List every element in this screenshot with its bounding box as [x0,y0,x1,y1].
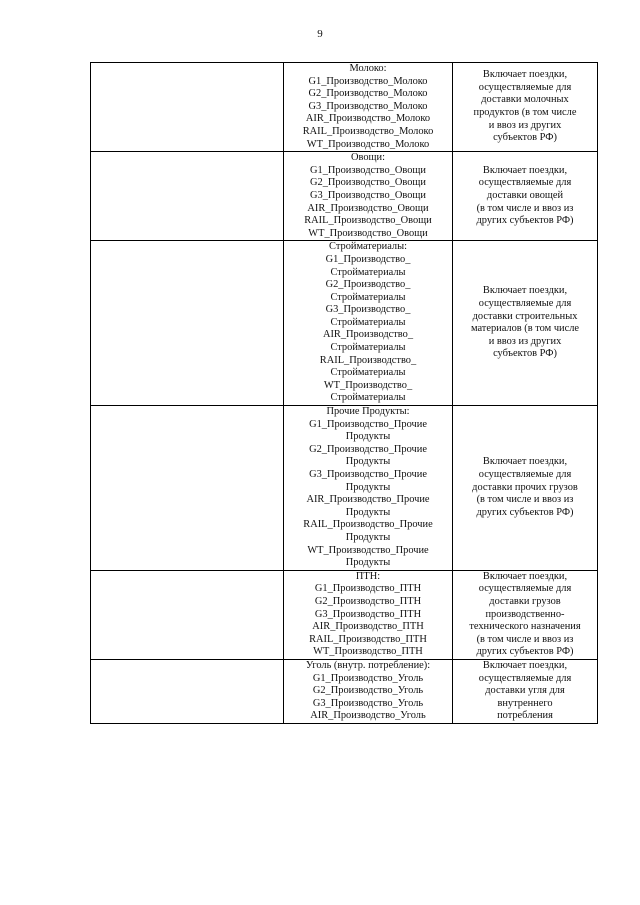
category-heading: Овощи: [351,152,385,164]
stream-name: WT_Производство_ПТН [313,646,423,658]
stream-name: AIR_Производство_ [322,329,414,341]
stream-name: G3_Производство_Уголь [312,697,424,709]
streams-cell [284,152,453,241]
description-line: и ввоз из других [488,335,562,347]
description-line: других субъектов РФ) [476,646,574,658]
description-line: производственно- [485,608,565,620]
stream-name: Стройматериалы [330,266,406,278]
table-row [91,406,598,571]
description-line: материалов (в том числе [470,323,580,335]
description-line: субъектов РФ) [493,132,557,144]
description-line: осуществляемые для [478,672,572,684]
stream-name: RAIL_Производство_Молоко [302,125,434,137]
stream-name: AIR_Производство_Овощи [307,202,429,214]
stream-name: AIR_Производство_Прочие [306,494,430,506]
description-line: осуществляемые для [478,583,572,595]
stream-name: Продукты [345,531,391,543]
stream-name: Стройматериалы [330,392,406,404]
streams-cell [284,659,453,723]
table-row [91,570,598,659]
stream-name: G3_Производство_ [325,304,411,316]
description-cell [453,570,598,659]
stream-name: G3_Производство_ПТН [314,608,422,620]
stream-name: RAIL_Производство_ПТН [309,633,427,645]
stream-name: G2_Производство_Молоко [308,88,428,100]
stream-name: G3_Производство_Молоко [308,100,428,112]
stream-name: RAIL_Производство_Прочие [303,519,433,531]
stream-name: G1_Производство_ [325,253,411,265]
description-line: внутреннего [497,697,553,709]
stream-name: RAIL_Производство_Овощи [304,215,432,227]
description-line: Включает поездки, [482,570,568,582]
description-line: Включает поездки, [482,659,568,671]
stream-name: G1_Производство_Овощи [310,164,426,176]
description-line: потребления [497,710,553,722]
description-line: и ввоз из других [488,119,562,131]
description-line: доставки грузов [489,595,561,607]
description-line: продуктов (в том числе [473,107,577,119]
stream-name: AIR_Производство_Уголь [310,710,426,722]
stream-name: Стройматериалы [330,316,406,328]
empty-cell [91,152,284,241]
description-line: технического назначения [469,621,581,633]
stream-name: G3_Производство_Овощи [310,189,426,201]
stream-name: WT_Производство_Прочие [307,544,429,556]
description-line: доставки строительных [472,310,578,322]
table-row [91,241,598,406]
description-line: (в том числе и ввоз из [476,202,574,214]
empty-cell [91,659,284,723]
description-line: других субъектов РФ) [476,506,574,518]
stream-name: Стройматериалы [330,367,406,379]
category-heading: Молоко: [349,63,387,74]
description-line: Включает поездки, [482,285,568,297]
description-line: осуществляемые для [478,81,572,93]
stream-name: G2_Производство_Уголь [312,685,424,697]
empty-cell [91,63,284,152]
stream-name: Продукты [345,557,391,569]
stream-name: AIR_Производство_Молоко [305,113,431,125]
empty-cell [91,570,284,659]
stream-name: G1_Производство_Молоко [308,75,428,87]
description-cell [453,63,598,152]
description-line: (в том числе и ввоз из [476,494,574,506]
stream-name: G1_Производство_ПТН [314,583,422,595]
stream-name: Стройматериалы [330,342,406,354]
stream-name: Стройматериалы [330,291,406,303]
category-heading: Прочие Продукты: [326,406,410,418]
description-line: Включает поездки, [482,69,568,81]
category-heading: Уголь (внутр. потребление): [305,659,431,671]
description-cell [453,152,598,241]
description-cell [453,406,598,571]
description-line: осуществляемые для [478,177,572,189]
table-row [91,63,598,152]
description-line: (в том числе и ввоз из [476,633,574,645]
stream-name: G2_Производство_Овощи [310,177,426,189]
stream-name: G3_Производство_Прочие [309,469,427,480]
stream-name: G2_Производство_ [325,279,411,291]
stream-name: G2_Производство_Прочие [309,443,427,455]
stream-name: WT_Производство_Овощи [308,227,428,239]
stream-name: G1_Производство_Уголь [312,672,424,684]
table-row [91,659,598,723]
description-line: осуществляемые для [478,469,572,480]
streams-cell [284,241,453,406]
table-row [91,152,598,241]
stream-name: Продукты [345,456,391,468]
stream-name: G2_Производство_ПТН [314,595,422,607]
stream-name: Продукты [345,431,391,443]
transport-streams-table [90,62,598,724]
description-line: других субъектов РФ) [476,215,574,227]
streams-cell [284,63,453,152]
page-number: 9 [317,28,323,40]
description-line: субъектов РФ) [493,348,557,360]
stream-name: Продукты [345,481,391,493]
description-cell [453,241,598,406]
category-heading: Стройматериалы: [329,241,407,253]
stream-name: Продукты [345,506,391,518]
description-line: осуществляемые для [478,297,572,309]
description-line: Включает поездки, [482,164,568,176]
description-line: Включает поездки, [482,456,568,468]
empty-cell [91,406,284,571]
category-heading: ПТН: [355,570,381,582]
streams-cell [284,570,453,659]
stream-name: RAIL_Производство_ [319,354,417,366]
description-line: доставки угля для [485,685,565,697]
stream-name: WT_Производство_ [323,379,413,391]
stream-name: AIR_Производство_ПТН [312,621,424,633]
streams-cell [284,406,453,571]
empty-cell [91,241,284,406]
description-line: доставки прочих грузов [472,481,578,493]
stream-name: G1_Производство_Прочие [309,418,427,430]
description-line: доставки молочных [481,94,569,106]
description-line: доставки овощей [486,189,564,201]
description-cell [453,659,598,723]
stream-name: WT_Производство_Молоко [306,138,430,150]
